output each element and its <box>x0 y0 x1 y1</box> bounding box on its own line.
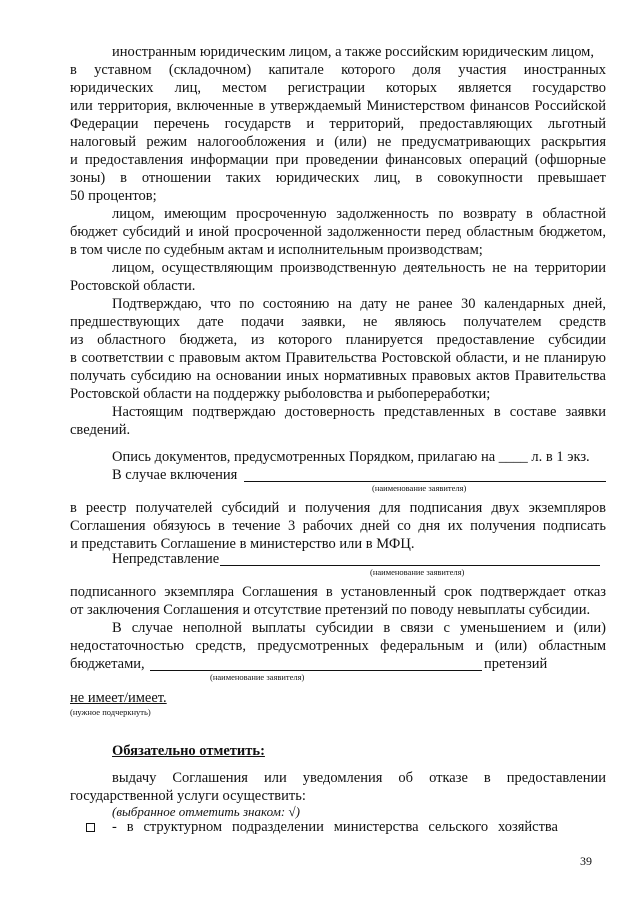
inclusion-label: В случае включения <box>112 467 238 483</box>
text-line: государственной услуги осуществить: <box>70 788 306 804</box>
option-text: - в структурном подразделении министерства сельского хозяйства <box>112 819 558 835</box>
opis-text: Опись документов, предусмотренных Порядком, прилагаю на <box>112 449 496 465</box>
text-line: Ростовской области. <box>70 278 196 294</box>
nonsubmission-label: Непредставление <box>112 551 220 567</box>
claims-choice: не имеет/имеет. <box>70 690 167 706</box>
text-line: в том числе по судебным актам и исполнительным производствам; <box>70 242 483 258</box>
text-line: бюджет субсидий и иной просроченной задолженности перед областным бюджетом, <box>70 224 606 240</box>
text-line: в соответствии с правовым актом Правительства Ростовской области, и не планирую <box>70 350 606 366</box>
text-line: иностранным юридическим лицом, а также российским юридическим лицом, <box>112 44 594 60</box>
text-line: в реестр получателей субсидий и получения для подписания двух экземпляров <box>70 500 606 516</box>
opis-line <box>112 448 590 466</box>
text-line: в уставном (складочном) капитале которого доля участия иностранных <box>70 62 606 78</box>
text-line: из областного бюджета, из которого планируется предоставление субсидии <box>70 332 606 348</box>
option-checkbox[interactable] <box>86 823 95 832</box>
text-line: или территория, включенные в утверждаемый Министерством финансов Российской <box>70 98 606 114</box>
text-line: и представить Соглашение в министерство или в МФЦ. <box>70 536 415 552</box>
text-line: лицом, имеющим просроченную задолженность по возврату в областной <box>112 206 606 222</box>
text-line: юридических лиц, местом регистрации которых является государство <box>70 80 606 96</box>
applicant-name-caption: (наименование заявителя) <box>372 483 467 493</box>
applicant-name-caption: (наименование заявителя) <box>370 567 465 577</box>
claims-word: претензий <box>484 656 548 672</box>
budgets-label: бюджетами, <box>70 656 145 672</box>
text-line: получать субсидию на основании иных нормативных правовых актов Правительства <box>70 368 606 384</box>
text-line: Подтверждаю, что по состоянию на дату не ранее 30 календарных дней, <box>112 296 606 312</box>
section-heading: Обязательно отметить: <box>112 743 265 759</box>
text-line: зоны) в отношении таких юридических лиц, в совокупности превышает <box>70 170 606 186</box>
fill-line <box>244 481 606 482</box>
text-line: подписанного экземпляра Соглашения в установленный срок подтверждает отказ <box>70 584 606 600</box>
text-line: выдачу Соглашения или уведомления об отказе в предоставлении <box>112 770 606 786</box>
text-line: В случае неполной выплаты субсидии в связи с уменьшением и (или) <box>112 620 606 636</box>
text-line: Настоящим подтверждаю достоверность представленных в составе заявки <box>112 404 606 420</box>
text-line: и предоставления информации при проведении финансовых операций (офшорные <box>70 152 606 168</box>
text-line: Ростовской области на поддержку рыболовства и рыбопереработки; <box>70 386 491 402</box>
fill-line <box>150 670 482 671</box>
page-number: 39 <box>580 854 592 868</box>
applicant-name-caption: (наименование заявителя) <box>210 672 305 682</box>
text-line: налоговый режим налогообложения и (или) не предусматривающих раскрытия <box>70 134 606 150</box>
underline-caption: (нужное подчеркнуть) <box>70 707 151 717</box>
text-line: 50 процентов; <box>70 188 157 204</box>
opis-after: л. в 1 экз. <box>531 449 590 465</box>
text-line: сведений. <box>70 422 131 438</box>
text-line: предшествующих дате подачи заявки, не являюсь получателем средств <box>70 314 606 330</box>
text-line: Федерации перечень государств и территорий, предоставляющих льготный <box>70 116 606 132</box>
text-line: от заключения Соглашения и отсутствие претензий по поводу невыплаты субсидии. <box>70 602 591 618</box>
opis-blank: ____ <box>498 449 528 465</box>
text-line: Соглашения обязуюсь в течение 3 рабочих дней со дня их получения подписать <box>70 518 606 534</box>
fill-line <box>220 565 600 566</box>
text-line: лицом, осуществляющим производственную деятельность не на территории <box>112 260 606 276</box>
mark-hint: (выбранное отметить знаком: √) <box>112 804 300 819</box>
text-line: недостаточностью средств, предусмотренных федеральным и (или) областным <box>70 638 606 654</box>
